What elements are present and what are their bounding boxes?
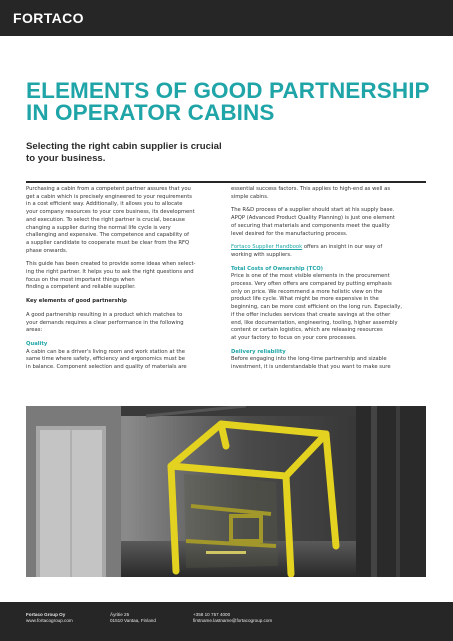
text-line: A cabin can be a driver's living room and work station at the [26,348,185,355]
text-line: level desired for the manufacturing process. [231,230,348,237]
text-line: end, like documentation, engineering, tooling, higher assembly [231,319,398,326]
left-column [26,186,222,372]
footer-address [110,612,156,625]
footer-website[interactable]: www.fortacogroup.com [26,618,73,624]
paragraph-handbook [231,244,431,259]
top-bar [0,0,453,36]
text-line [231,244,431,252]
tco-section [231,266,431,343]
text-line: simple cabins. [231,193,269,200]
text-line: areas: [26,327,43,334]
fortaco-logo: FORTACO [13,10,84,26]
divider [26,181,426,183]
text-line: The R&D process of a supplier should start at his supply base. [231,207,395,214]
footer-city: 01510 Vantaa, Finland [110,618,156,624]
footer-street: Äyritie 25 [110,612,130,617]
text-line: This guide has been created to provide some ideas when select- [26,261,196,268]
footer-contact [193,612,272,625]
paragraph-partnership [26,312,222,335]
subtitle [26,141,256,164]
text-line: A good partnership resulting in a product which matches to [26,311,183,318]
cabin-frame-photo-svg [26,406,426,577]
text-fragment: offers an insight in our way of [302,244,383,251]
text-line: in balance. Component selection and quality of materials are [26,364,187,371]
quality-section [26,341,222,372]
footer [0,602,453,641]
text-line: essential success factors. This applies to high-end as well as [231,186,391,192]
text-line: in a cost efficient way. Additionally, it allows you to allocate [26,201,183,208]
paragraph-success [231,186,431,201]
text-line: ing the right partner. It helps you to ask the right questions and [26,269,194,276]
text-line: APQP (Advanced Product Quality Planning) is just one element [231,215,395,222]
footer-company-name: Fortaco Group Oy [26,612,66,617]
section-heading: Key elements of good partnership [26,298,127,305]
text-line: only on price. We recommend a more holistic view on the [231,288,383,295]
text-line: content or certain logistics, which are releasing resources [231,327,383,334]
heading-key-elements [26,298,222,306]
text-line: challenging and expensive. The competence and capability of [26,232,189,239]
text-line: get a cabin which is precisely engineered to your requirements [26,193,192,200]
text-line: focus on the most important things when [26,276,135,283]
cabin-frame-photo [26,406,426,577]
text-line: Before engaging into the long-time partnership and sizable [231,356,387,363]
footer-phone: +358 10 757 4000 [193,612,231,617]
text-line: same time where safety, efficiency and ergonomics must be [26,356,185,363]
section-heading-quality: Quality [26,340,48,347]
text-line: changing a supplier during the normal life cycle is very [26,224,171,231]
title-line: IN OPERATOR CABINS [26,100,275,125]
text-line: your company resources to your core business, its development [26,209,195,216]
text-line: of securing that materials and components meet the quality [231,222,390,229]
text-line: a supplier candidate to cooperate must be clear from the RFQ [26,239,190,246]
section-heading-tco: Total Costs of Ownership (TCO) [231,265,324,272]
text-line: Price is one of the most visible elements in the procurement [231,273,390,280]
text-line: working with suppliers. [231,251,292,258]
right-column [231,186,431,372]
text-line: phase onwards. [26,247,68,254]
paragraph-intro [26,186,222,255]
title-line: ELEMENTS OF GOOD PARTNERSHIP [26,78,430,103]
page-title [26,80,436,124]
text-line: finding a competent and reliable supplier. [26,284,136,291]
footer-company [26,612,73,625]
text-line: product life cycle. What might be more expensive in the [231,296,379,303]
supplier-handbook-link[interactable]: Fortaco Supplier Handbook [231,244,303,251]
text-line: your demands requires a clear performance in the following [26,319,184,326]
delivery-section [231,349,431,372]
text-line: process. Very often offers are compared by putting emphasis [231,281,392,288]
paragraph-rnd [231,207,431,238]
footer-email[interactable]: firstname.lastname@fortacogroup.com [193,618,273,624]
text-line: at your factory to focus on your core processes. [231,334,357,341]
section-heading-delivery: Delivery reliability [231,348,286,355]
text-line: beginning, can be more cost efficient on the long run. Especially, [231,304,403,311]
text-line: investment, it is understandable that you want to make sure [231,364,391,371]
text-line: and execution. To select the right partner is crucial, because [26,216,185,223]
subtitle-line: Selecting the right cabin supplier is crucial [26,141,222,152]
text-line: if the offer includes services that create savings at the other [231,311,391,318]
subtitle-line: to your business. [26,152,106,164]
text-line: Purchasing a cabin from a competent partner assures that you [26,186,191,192]
paragraph-guide [26,261,222,292]
